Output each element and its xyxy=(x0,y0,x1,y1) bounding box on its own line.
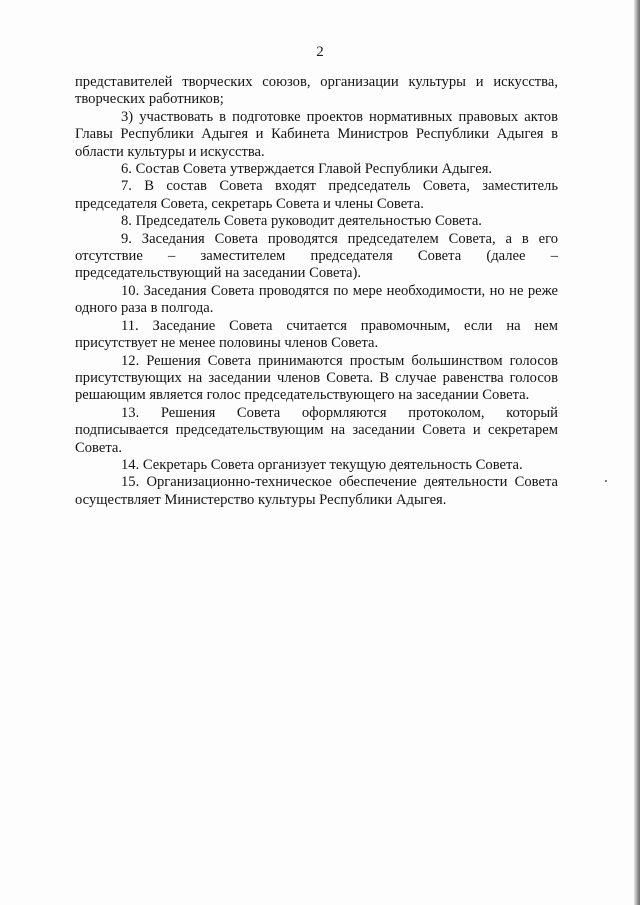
paragraph-item-3: 3) участвовать в подготовке проектов нормативных правовых актов Главы Республики Адыгея и Кабинета Министров Республики Адыгея в области культуры и искусства. xyxy=(75,108,558,160)
scan-edge-shadow xyxy=(634,0,640,905)
paragraph-item-10: 10. Заседания Совета проводятся по мере необходимости, но не реже одного раза в полгода. xyxy=(75,282,558,317)
paragraph-item-12: 12. Решения Совета принимаются простым большинством голосов присутствующих на заседании членов Совета. В случае равенства голосов решающим является голос председательствующего на заседании Совета. xyxy=(75,352,558,404)
paragraph-item-15: 15. Организационно-техническое обеспечение деятельности Совета осуществляет Министерство культуры Республики Адыгея. xyxy=(75,474,558,508)
document-body xyxy=(75,74,558,509)
page-number: 2 xyxy=(316,44,324,60)
paragraph-item-9: 9. Заседания Совета проводятся председателем Совета, а в его отсутствие – заместителем председателя Совета (далее – председательствующий на заседании Совета). xyxy=(75,230,558,282)
paragraph-item-11: 11. Заседание Совета считается правомочным, если на нем присутствует не менее половины членов Совета. xyxy=(75,317,558,352)
scan-speck xyxy=(605,480,607,482)
paragraph-item-14: 14. Секретарь Совета организует текущую деятельность Совета. xyxy=(121,456,523,473)
paragraph-continuation: представителей творческих союзов, организации культуры и искусства, творческих работников; xyxy=(75,74,558,108)
paragraph-item-6: 6. Состав Совета утверждается Главой Республики Адыгея. xyxy=(121,161,493,178)
paragraph-item-8: 8. Председатель Совета руководит деятельностью Совета. xyxy=(121,213,482,230)
paragraph-item-7: 7. В состав Совета входят председатель Совета, заместитель председателя Совета, секретарь Совета и члены Совета. xyxy=(75,178,558,212)
paragraph-item-13: 13. Решения Совета оформляются протоколом, который подписывается председательствующим на заседании Совета и секретарем Совета. xyxy=(75,404,558,456)
